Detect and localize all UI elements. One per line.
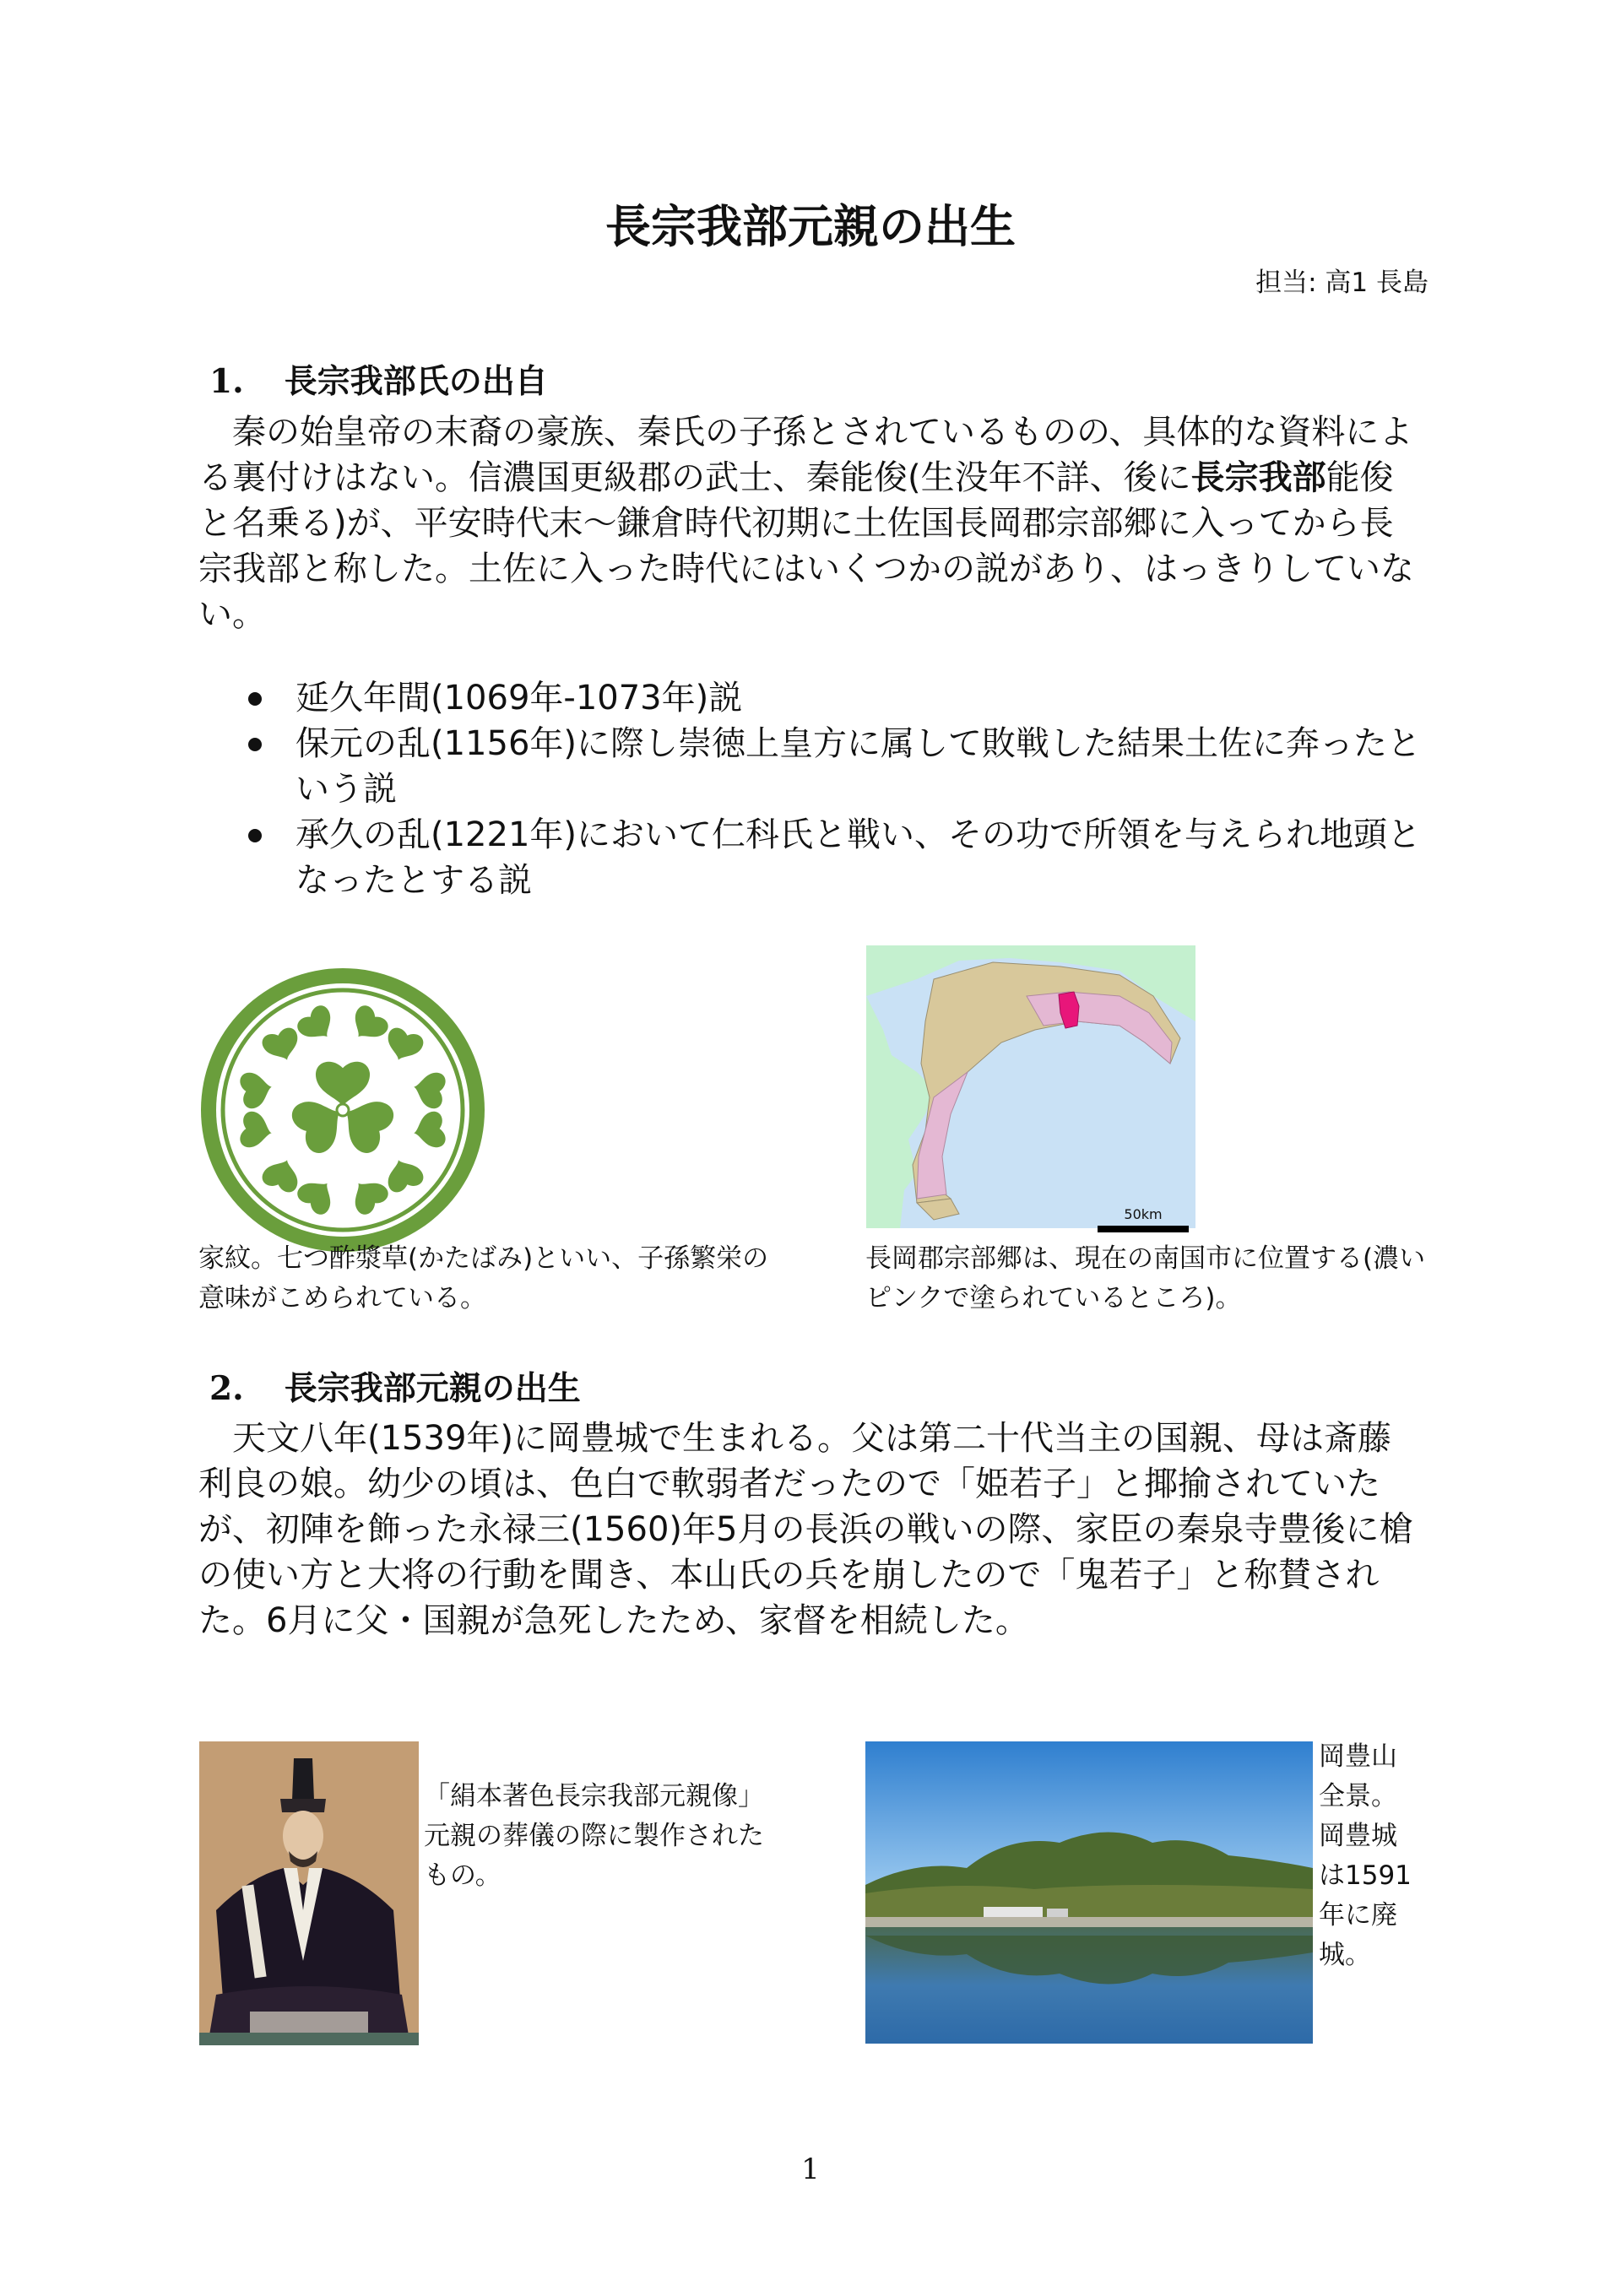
section1-para-part2: 能俊と名乗る)が、平安時代末〜鎌倉時代初期に土佐国長岡郡宗部郷に入ってから長宗我部と称した。土佐に入った時代にはいくつかの説があり、はっきりしていない。 — [198, 458, 1414, 634]
family-crest-image — [199, 967, 486, 1254]
section1-para-bold: 長宗我部 — [1190, 458, 1326, 497]
list-item: 保元の乱(1156年)に際し崇徳上皇方に属して敗戦した結果土佐に奔ったという説 — [245, 721, 1427, 812]
page-number: 1 — [801, 2152, 820, 2186]
section2-number: 2. — [209, 1369, 244, 1408]
crest-caption: 家紋。七つ酢漿草(かたばみ)といい、子孫繁栄の意味がこめられている。 — [198, 1243, 769, 1313]
map-scale-label: 50km — [1124, 1206, 1163, 1222]
section2-heading — [209, 1363, 581, 1414]
section2-paragraph-text: 天文八年(1539年)に岡豊城で生まれる。父は第二十代当主の国親、母は斎藤利良の娘。幼少の頃は、色白で軟弱者だったので「姫若子」と揶揄されていたが、初陣を飾った永禄三(1560)年5月の長浜の戦いの際、家臣の秦泉寺豊後に槍の使い方と大将の行動を聞き、本山氏の兵を崩したので「鬼若子」と称賛された。6月に父・国親が急死したため、家督を相続した。 — [198, 1419, 1413, 1640]
bullet-icon — [248, 738, 262, 751]
section1-heading — [209, 356, 548, 407]
map-caption: 長岡郡宗部郷は、現在の南国市に位置する(濃いピンクで塗られているところ)。 — [865, 1243, 1426, 1313]
portrait-caption-body: 元親の葬儀の際に製作されたもの。 — [424, 1821, 764, 1891]
list-item: 延久年間(1069年-1073年)説 — [245, 675, 1427, 721]
okou-mountain-photo — [865, 1741, 1313, 2044]
kochi-map-image — [866, 945, 1195, 1228]
photo-caption: 岡豊山全景。岡豊城は1591年に廃城。 — [1319, 1741, 1412, 1970]
bullet-icon — [248, 829, 262, 842]
portrait-image — [199, 1741, 419, 2045]
section1-bullet-list — [245, 675, 1427, 903]
section2-title: 長宗我部元親の出生 — [284, 1369, 581, 1408]
portrait-caption — [424, 1777, 778, 1896]
author-line: 担当: 高1 長島 — [1255, 268, 1429, 298]
section1-para-part1: 秦の始皇帝の末裔の豪族、秦氏の子孫とされているものの、具体的な資料による裏付けはない。信濃国更級郡の武士、秦能俊(生没年不詳、後に — [198, 413, 1413, 497]
page-title: 長宗我部元親の出生 — [605, 199, 1016, 253]
list-item: 承久の乱(1221年)において仁科氏と戦い、その功で所領を与えられ地頭となったとする説 — [245, 812, 1427, 903]
section2-paragraph — [198, 1416, 1423, 1643]
portrait-caption-title: 「絹本著色長宗我部元親像」 — [424, 1781, 764, 1811]
section1-number: 1. — [209, 362, 244, 401]
map-scale-bar — [1098, 1207, 1189, 1237]
section1-paragraph — [198, 409, 1423, 637]
section1-title: 長宗我部氏の出自 — [284, 362, 548, 401]
bullet-icon — [248, 692, 262, 706]
